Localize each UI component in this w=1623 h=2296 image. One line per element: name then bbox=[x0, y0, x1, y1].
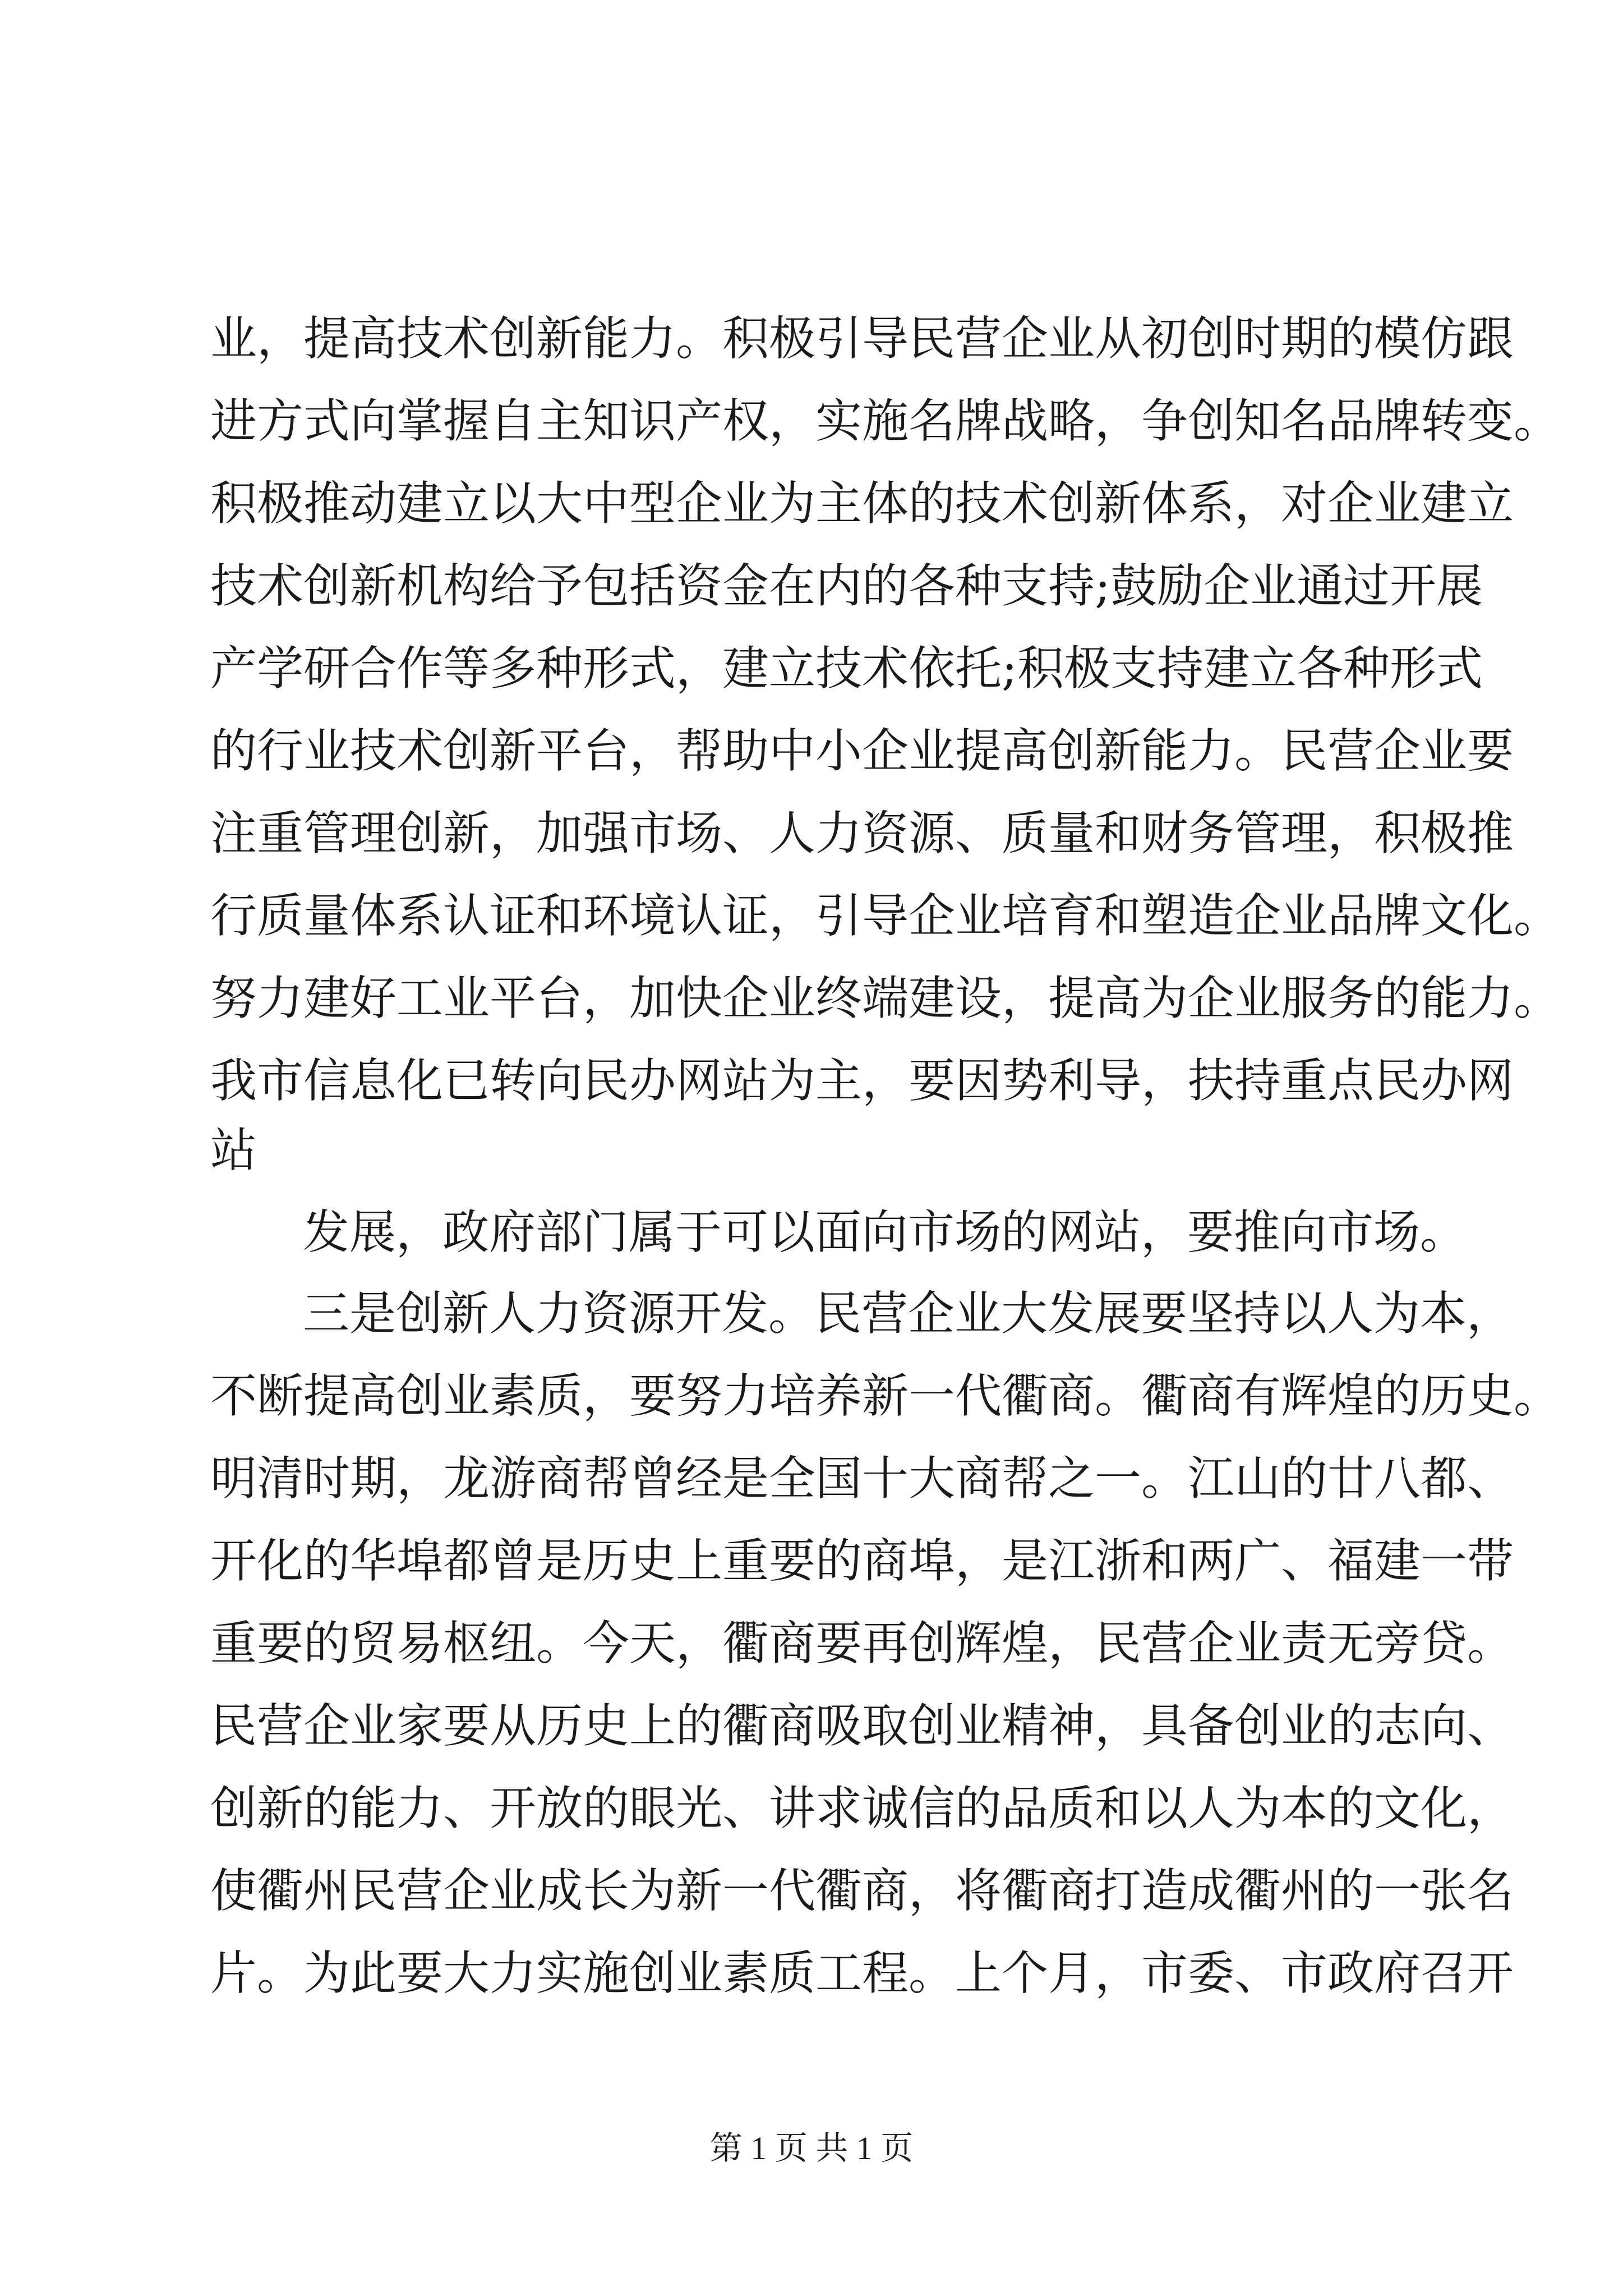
paragraph-line-1: 发展，政府部门属于可以面向市场的网站，要推向市场。 bbox=[303, 1205, 1467, 1259]
body-line-10: 我市信息化已转向民办网站为主，要因势利导，扶持重点民办网 bbox=[210, 1053, 1514, 1108]
body-line-11: 站 bbox=[210, 1123, 257, 1177]
body-line-4: 技术创新机构给予包括资金在内的各种支持;鼓励企业通过开展 bbox=[210, 559, 1483, 613]
body-line-17: 创新的能力、开放的眼光、讲求诚信的品质和以人为本的文化， bbox=[210, 1781, 1514, 1835]
body-line-12: 不断提高创业素质，要努力培养新一代衢商。衢商有辉煌的历史。 bbox=[210, 1369, 1560, 1423]
body-line-18: 使衢州民营企业成长为新一代衢商，将衢商打造成衢州的一张名 bbox=[210, 1864, 1514, 1918]
body-line-2: 进方式向掌握自主知识产权，实施名牌战略，争创知名品牌转变。 bbox=[210, 394, 1560, 448]
body-line-5: 产学研合作等多种形式，建立技术依托;积极支持建立各种形式 bbox=[210, 641, 1483, 696]
body-line-7: 注重管理创新，加强市场、人力资源、质量和财务管理，积极推 bbox=[210, 806, 1514, 861]
body-line-3: 积极推动建立以大中型企业为主体的技术创新体系，对企业建立 bbox=[210, 476, 1514, 531]
body-line-6: 的行业技术创新平台，帮助中小企业提高创新能力。民营企业要 bbox=[210, 724, 1514, 778]
body-line-8: 行质量体系认证和环境认证，引导企业培育和塑造企业品牌文化。 bbox=[210, 889, 1560, 943]
body-line-14: 开化的华埠都曾是历史上重要的商埠，是江浙和两广、福建一带 bbox=[210, 1534, 1514, 1588]
body-line-1: 业，提高技术创新能力。积极引导民营企业从初创时期的模仿跟 bbox=[210, 311, 1514, 366]
body-line-19: 片。为此要大力实施创业素质工程。上个月，市委、市政府召开 bbox=[210, 1946, 1514, 2000]
body-line-13: 明清时期，龙游商帮曾经是全国十大商帮之一。江山的廿八都、 bbox=[210, 1451, 1514, 1506]
paragraph-line-2: 三是创新人力资源开发。民营企业大发展要坚持以人为本， bbox=[303, 1286, 1513, 1341]
page-number-footer: 第 1 页 共 1 页 bbox=[709, 2130, 914, 2166]
body-line-15: 重要的贸易枢纽。今天，衢商要再创辉煌，民营企业责无旁贷。 bbox=[210, 1616, 1514, 1671]
body-line-16: 民营企业家要从历史上的衢商吸取创业精神，具备创业的志向、 bbox=[210, 1699, 1514, 1753]
body-line-9: 努力建好工业平台，加快企业终端建设，提高为企业服务的能力。 bbox=[210, 971, 1560, 1025]
